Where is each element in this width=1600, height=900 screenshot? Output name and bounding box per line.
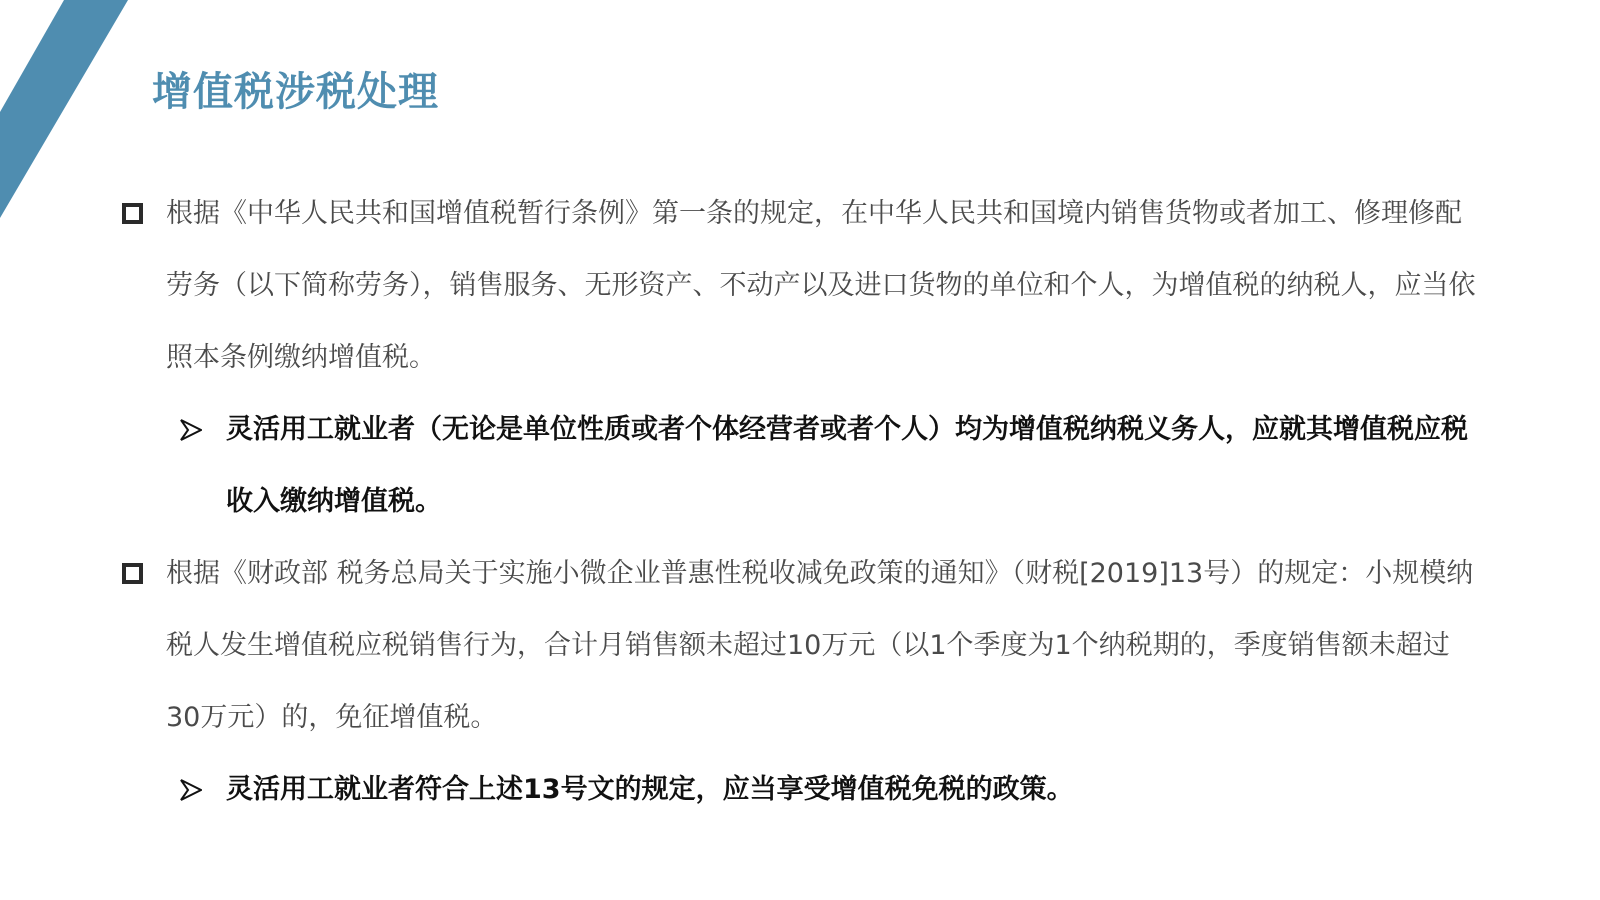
corner-stripe-decoration [0,0,140,230]
bullet-text: 根据《财政部 税务总局关于实施小微企业普惠性税收减免政策的通知》（财税[2019]13号）的规定：小规模纳税人发生增值税应税销售行为，合计月销售额未超过10万元（以1个季度为1个纳税期的，季度销售额未超过30万元）的，免征增值税。 [166,558,1474,733]
bullet-item-vat-regulation [120,178,1480,394]
sub-bullet-item-flexible-workers-exemption [120,754,1480,826]
arrow-bullet-icon [180,419,202,441]
bullet-text: 根据《中华人民共和国增值税暂行条例》第一条的规定，在中华人民共和国境内销售货物或者加工、修理修配劳务（以下简称劳务），销售服务、无形资产、不动产以及进口货物的单位和个人，为增值税的纳税人，应当依照本条例缴纳增值税。 [166,198,1476,373]
sub-bullet-text: 灵活用工就业者符合上述13号文的规定，应当享受增值税免税的政策。 [226,774,1074,805]
hollow-square-icon [122,203,143,224]
bullet-item-small-enterprise-relief [120,538,1480,754]
sub-bullet-text: 灵活用工就业者（无论是单位性质或者个体经营者或者个人）均为增值税纳税义务人，应就其增值税应税收入缴纳增值税。 [226,414,1468,517]
sub-bullet-item-flexible-workers-taxpayers [120,394,1480,538]
slide-content [120,178,1480,826]
arrow-bullet-icon [180,779,202,801]
slide-title: 增值税涉税处理 [152,69,439,115]
hollow-square-icon [122,563,143,584]
